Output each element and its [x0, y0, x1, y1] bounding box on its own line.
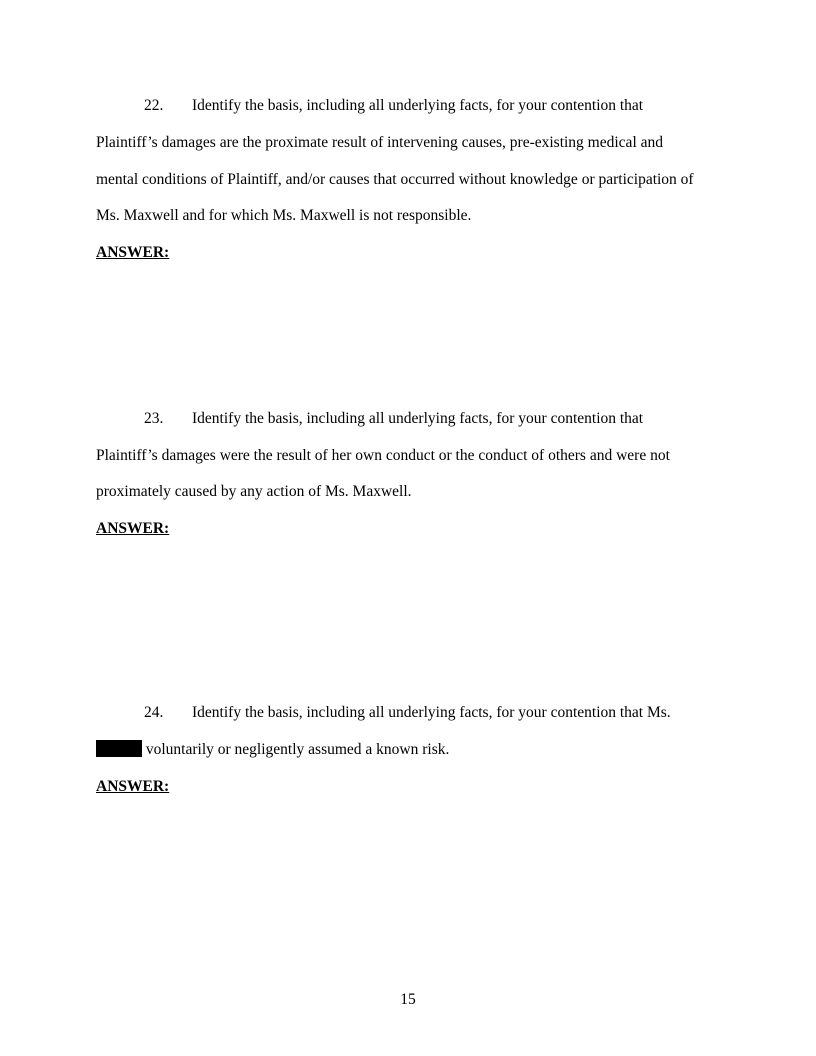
interrogatory-text: voluntarily or negligently assumed a known risk.: [145, 741, 450, 758]
interrogatory-text-line: proximately caused by any action of Ms. Maxwell.: [96, 483, 412, 500]
interrogatory-text-line: mental conditions of Plaintiff, and/or causes that occurred without knowledge or participation of: [96, 171, 694, 188]
answer-label: ANSWER:: [96, 778, 170, 795]
interrogatory-text-line: Identify the basis, including all underlying facts, for your contention that: [192, 97, 644, 114]
interrogatory-text-line: Plaintiff’s damages are the proximate result of intervening causes, pre-existing medical and: [96, 134, 663, 151]
interrogatory-number: 22.: [144, 97, 164, 114]
interrogatory-number: 24.: [144, 704, 164, 721]
redaction-block: [96, 740, 142, 757]
interrogatory-text-line: Plaintiff’s damages were the result of her own conduct or the conduct of others and were not: [96, 447, 670, 464]
answer-label: ANSWER:: [96, 520, 170, 537]
page-number: 15: [400, 991, 416, 1008]
answer-label: ANSWER:: [96, 244, 170, 261]
interrogatory-number: 23.: [144, 410, 164, 427]
interrogatory-text-line-redacted: [96, 740, 449, 760]
interrogatory-text-line: Ms. Maxwell and for which Ms. Maxwell is not responsible.: [96, 207, 472, 224]
interrogatory-text-line: Identify the basis, including all underlying facts, for your contention that: [192, 410, 644, 427]
interrogatory-text-line: Identify the basis, including all underlying facts, for your contention that Ms.: [192, 704, 671, 721]
